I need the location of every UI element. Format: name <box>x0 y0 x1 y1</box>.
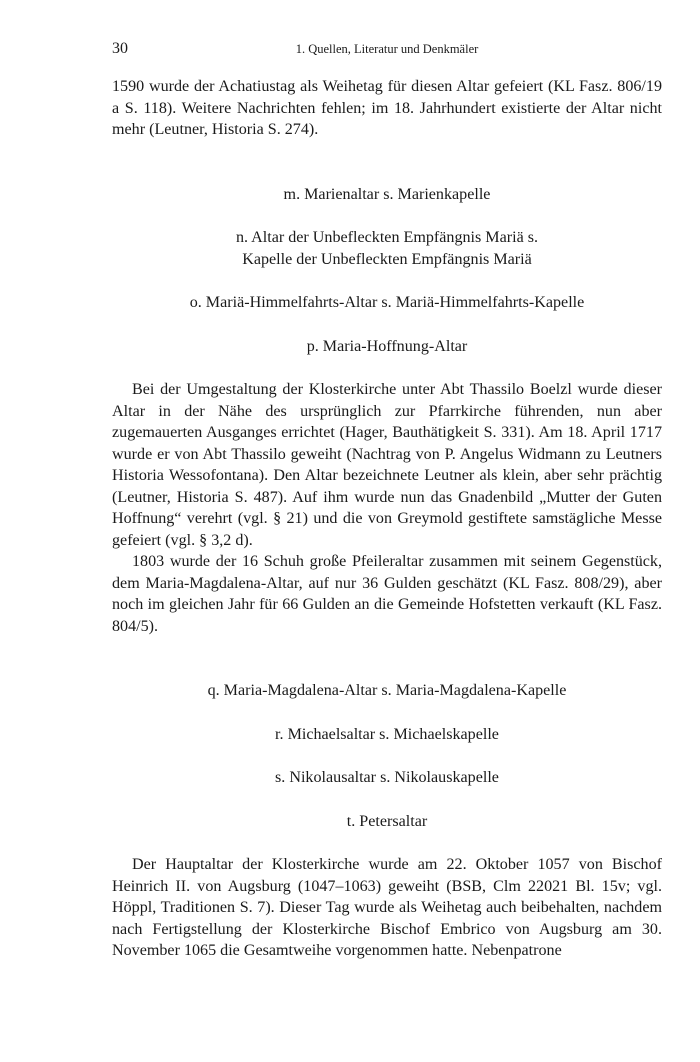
page-number: 30 <box>112 40 128 57</box>
paragraph-pfeileraltar: 1803 wurde der 16 Schuh große Pfeileraltar zusammen mit seinem Gegenstück, dem Maria-Magdalena-Altar, auf nur 36 Gulden geschätzt (KL Fasz. 808/​29), aber noch im gleichen Jahr für 66 Gulden an die Gemeinde Hofstetten verkauft (KL Fasz. 804/5). <box>112 553 662 635</box>
paragraph-achatius: 1590 wurde der Achatiustag als Weihetag für diesen Altar gefeiert (KL Fasz. 806/19 a S. 118). Weitere Nachrichten fehlen; im 18. Jahrhundert existierte der Altar nicht mehr (Leutner, Historia S. 274). <box>112 78 662 138</box>
heading-s-nikolausaltar: s. Nikolausaltar s. Nikolauskapelle <box>275 769 499 786</box>
heading-o-himmelfahrt: o. Mariä-Himmelfahrts-Altar s. Mariä-Himmelfahrts-Kapelle <box>189 294 585 311</box>
paragraph-maria-hoffnung: Bei der Umgestaltung der Klosterkirche unter Abt Thassilo Boelzl wurde dieser Altar in der Nähe des ursprünglich zur Pfarrkirche führenden, nun aber zugemauerten Ausganges errichtet (Hager, Bauthätigkeit S. 331). Am 18. April 1717 wurde er von Abt Thassilo geweiht (Nachtrag von P. Angelus Widmann zu Leutners Historia Wessofontana). Den Altar bezeichnete Leutner als klein, aber sehr prächtig (Leutner, Historia S. 487). Auf ihm wurde nun das Gnadenbild „Mutter der Guten Hoffnung“ verehrt (vgl. § 21) und die von Greymold gestiftete samstägliche Messe gefeiert (vgl. § 3,2 d). <box>112 381 662 549</box>
heading-m-marienaltar: m. Marienaltar s. Marienkapelle <box>283 185 491 203</box>
heading-q-maria-magdalena: q. Maria-Magdalena-Altar s. Maria-Magdalena-Kapelle <box>207 682 567 699</box>
paragraph-hauptaltar: Der Hauptaltar der Klosterkirche wurde am 22. Oktober 1057 von Bischof Heinrich II. von Augsburg (1047–1063) geweiht (BSB, Clm 22021 Bl. 15v; vgl. Höppl, Traditionen S. 7). Dieser Tag wurde als Weihetag auch beibehalten, nachdem nach Fertigstellung der Klosterkirche Bischof Embrico von Augsburg am 30. November 1065 die Gesamtweihe vorgenommen hatte. Nebenpatrone <box>112 856 662 959</box>
book-page <box>112 40 662 962</box>
heading-r-michaelsaltar: r. Michaelsaltar s. Michaelskapelle <box>275 725 499 743</box>
heading-n-line-2: Kapelle der Unbefleckten Empfängnis Mariä <box>242 250 532 268</box>
heading-t-petersaltar: t. Petersaltar <box>346 812 428 830</box>
heading-n-unbefleckte-empfaengnis <box>112 227 662 270</box>
running-head <box>112 40 662 64</box>
heading-n-line-1: n. Altar der Unbefleckten Empfängnis Mariä s. <box>235 229 539 246</box>
running-head-title: 1. Quellen, Literatur und Denkmäler <box>295 42 479 56</box>
heading-p-maria-hoffnung: p. Maria-Hoffnung-Altar <box>306 337 468 355</box>
